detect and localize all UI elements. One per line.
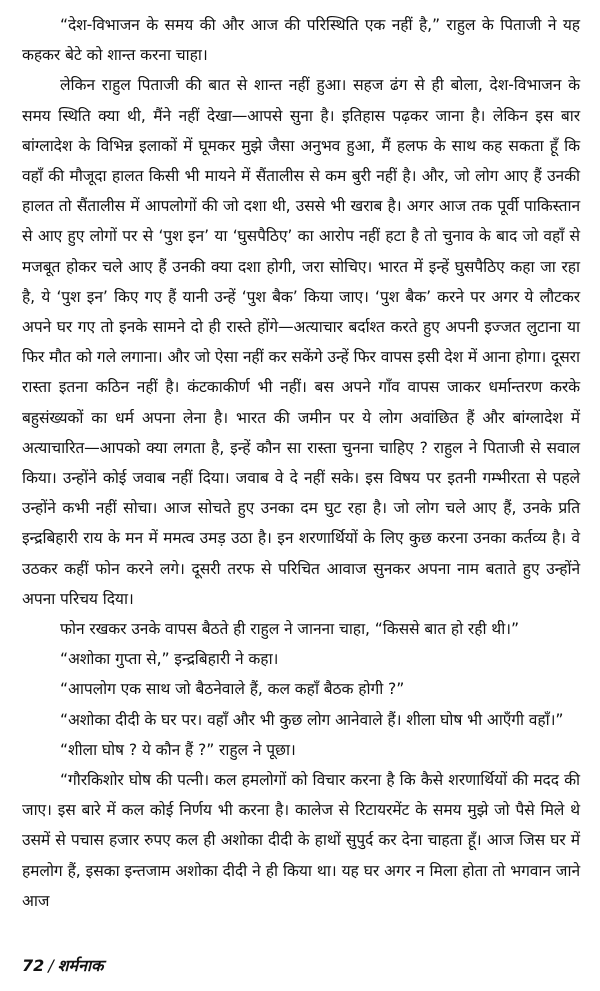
paragraph: “अशोका दीदी के घर पर। वहाँ और भी कुछ लोग आनेवाले हैं। शीला घोष भी आएँगी वहाँ।” (60, 710, 564, 729)
paragraph: “अशोका गुप्ता से,” इन्द्रबिहारी ने कहा। (60, 650, 279, 669)
paragraph: लेकिन राहुल पिताजी की बात से शान्त नहीं हुआ। सहज ढंग से ही बोला, देश-विभाजन के समय स्थिति क्या थी, मैंने नहीं देखा—आपसे सुना है। इतिहास पढ़कर जाना है। लेकिन इस बार बांग्लादेश के विभिन्न इलाकों में घूमकर मुझे जैसा अनुभव हुआ, मैं हलफ के साथ कह सकता हूँ कि वहाँ की मौजूदा हालत किसी भी मायने में सैंतालीस से कम बुरी नहीं है। और, जो लोग आए हैं उनकी हालत तो सैंतालीस में आपलोगों की जो दशा थी, उससे भी खराब है। अगर आज तक पूर्वी पाकिस्तान से आए हुए लोगों पर से ‘पुश इन’ या ‘घुसपैठिए’ का आरोप नहीं हटा है तो चुनाव के बाद जो वहाँ से मजबूत होकर चले आए हैं उनकी क्या दशा होगी, जरा सोचिए। भारत में इन्हें घुसपैठिए कहा जा रहा है, ये ‘पुश इन’ किए गए हैं यानी उन्हें ‘पुश बैक’ किया जाए। ‘पुश बैक’ करने पर अगर ये लौटकर अपने घर गए तो इनके सामने दो ही रास्ते होंगे—अत्याचार बर्दाश्त करते हुए अपनी इज्जत लुटाना या फिर मौत को गले लगाना। और जो ऐसा नहीं कर सकेंगे उन्हें फिर वापस इसी देश में आना होगा। दूसरा रास्ता इतना कठिन नहीं है। कंटकाकीर्ण भी नहीं। बस अपने गाँव वापस जाकर धर्मान्तरण करके बहुसंख्यकों का धर्म अपना लेना है। भारत की जमीन पर ये लोग अवांछित हैं और बांग्लादेश में अत्याचारित—आपको क्या लगता है, इन्हें कौन सा रास्ता चुनना चाहिए ? राहुल ने पिताजी से सवाल किया। उन्होंने कोई जवाब नहीं दिया। जवाब वे दे नहीं सके। इस विषय पर इतनी गम्भीरता से पहले उन्होंने कभी नहीं सोचा। आज सोचते हुए उनका दम घुट रहा है। जो लोग चले आए हैं, उनके प्रति इन्द्रबिहारी राय के मन में ममत्व उमड़ उठा है। इन शरणार्थियों के लिए कुछ करना उनका कर्तव्य है। वे उठकर कहीं फोन करने लगे। दूसरी तरफ से परिचित आवाज सुनकर अपना नाम बताते हुए उन्होंने अपना परिचय दिया। (22, 76, 580, 608)
book-title: शर्मनाक (57, 956, 104, 975)
paragraph: “देश-विभाजन के समय की और आज की परिस्थिति एक नहीं है,” राहुल के पिताजी ने यह कहकर बेटे को शान्त करना चाहा। (22, 16, 580, 65)
paragraph: “आपलोग एक साथ जो बैठनेवाले हैं, कल कहाँ बैठक होगी ?” (60, 680, 405, 699)
paragraph: फोन रखकर उनके वापस बैठते ही राहुल ने जानना चाहा, “किससे बात हो रही थी।” (60, 620, 519, 639)
page-footer (22, 954, 103, 976)
footer-separator: / (48, 956, 54, 975)
paragraph: “शीला घोष ? ये कौन हैं ?” राहुल ने पूछा। (60, 740, 296, 759)
page-number: 72 (22, 956, 45, 975)
body-text (22, 10, 580, 916)
paragraph: “गौरकिशोर घोष की पत्नी। कल हमलोगों को विचार करना है कि कैसे शरणार्थियों की मदद की जाए। इस बारे में कल कोई निर्णय भी करना है। कालेज से रिटायरमेंट के समय मुझे जो पैसे मिले थे उसमें से पचास हजार रुपए कल ही अशोका दीदी के हाथों सुपुर्द कर देना चाहता हूँ। आज जिस घर में हमलोग हैं, इसका इन्तजाम अशोका दीदी ने ही किया था। यह घर अगर न मिला होता तो भगवान जाने आज (22, 771, 580, 910)
